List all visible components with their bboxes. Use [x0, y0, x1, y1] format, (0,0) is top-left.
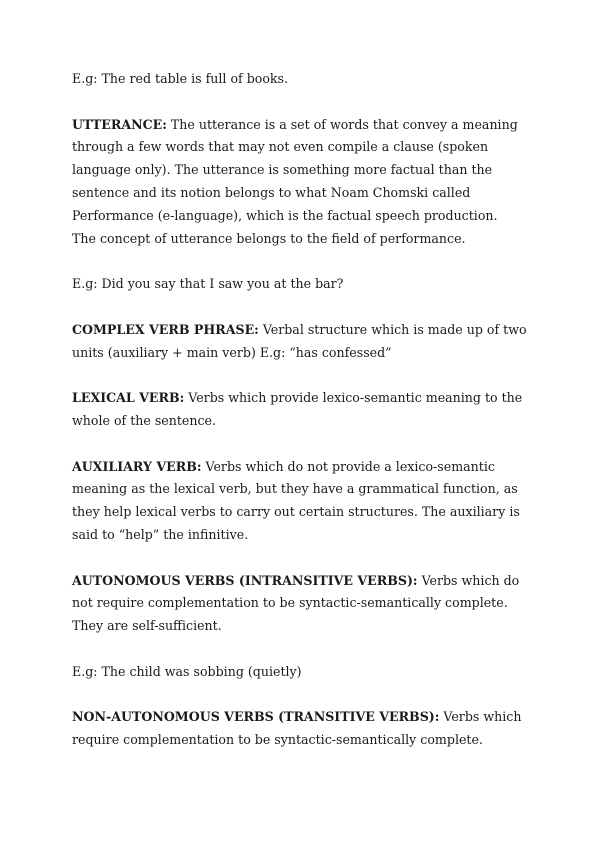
complex-verb-phrase-text: Verbal structure which is made up of two units (auxiliary + main verb) E.g: “has confessed”	[72, 321, 527, 360]
auxiliary-verb-term: AUXILIARY VERB:	[72, 458, 202, 474]
complex-verb-phrase-definition	[72, 319, 532, 365]
utterance-text: The utterance is a set of words that convey a meaning through a few words that may not even compile a clause (spoken language only). The utterance is something more factual than the sentence and its notion belongs to what Noam Chomski called Performance (e-language), which is the factual speech production.	[72, 116, 518, 223]
autonomous-verbs-text: Verbs which do not require complementation to be syntactic-semantically complete. They are self-sufficient.	[72, 572, 520, 634]
autonomous-verbs-definition	[72, 570, 532, 638]
utterance-term: UTTERANCE:	[72, 116, 167, 132]
example-bar: E.g: Did you say that I saw you at the bar?	[72, 276, 344, 292]
example-red-table: E.g: The red table is full of books.	[72, 71, 289, 86]
lexical-verb-definition	[72, 387, 532, 433]
example-child: E.g: The child was sobbing (quietly)	[72, 663, 302, 679]
lexical-verb-term: LEXICAL VERB:	[72, 390, 185, 406]
lexical-verb-text: Verbs which provide lexico-semantic meaning to the whole of the sentence.	[72, 390, 523, 428]
auxiliary-verb-text: Verbs which do not provide a lexico-semantic meaning as the lexical verb, but they have a grammatical function, as they help lexical verbs to carry out certain structures. The auxiliary is said to “help” the infinitive.	[72, 458, 520, 542]
document-page	[72, 68, 532, 775]
utterance-definition	[72, 114, 532, 251]
non-autonomous-verbs-definition	[72, 706, 532, 752]
non-autonomous-verbs-text: Verbs which require complementation to be syntactic-semantically complete.	[72, 709, 522, 748]
complex-verb-phrase-term: COMPLEX VERB PHRASE:	[72, 321, 259, 337]
non-autonomous-verbs-term: NON-AUTONOMOUS VERBS (TRANSITIVE VERBS):	[72, 709, 440, 725]
utterance-note: The concept of utterance belongs to the field of performance.	[72, 230, 466, 246]
auxiliary-verb-definition	[72, 456, 532, 547]
autonomous-verbs-term: AUTONOMOUS VERBS (INTRANSITIVE VERBS):	[72, 572, 418, 588]
